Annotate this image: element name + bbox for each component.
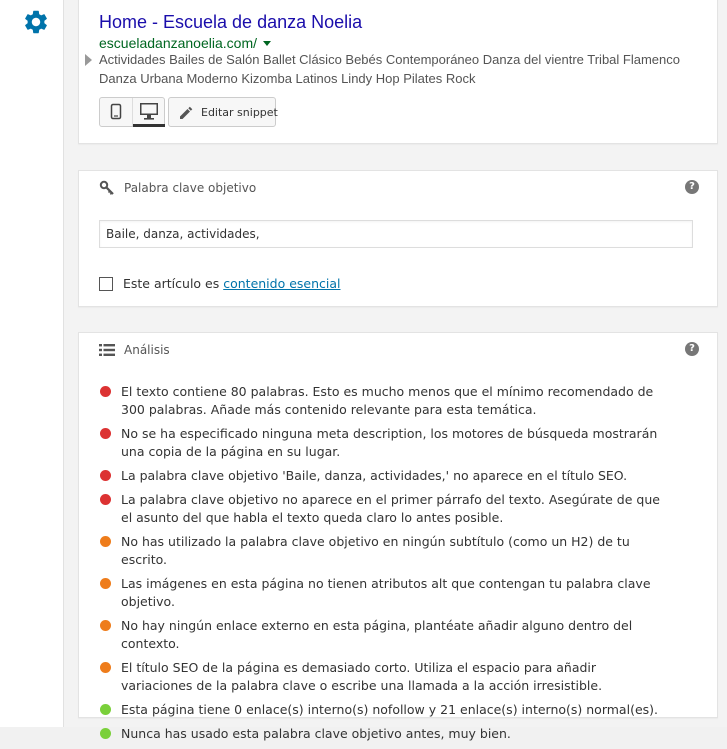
analysis-result-item (99, 701, 669, 719)
key-icon (99, 180, 115, 196)
status-bullet-good (100, 728, 111, 739)
analysis-result-item (99, 617, 669, 653)
focus-keyword-heading: Palabra clave objetivo (124, 181, 257, 195)
analysis-result-item (99, 575, 669, 611)
status-bullet-bad (100, 428, 111, 439)
desktop-icon (133, 98, 165, 126)
status-bullet-ok (100, 620, 111, 631)
focus-keyword-input[interactable]: Baile, danza, actividades, (99, 220, 693, 248)
snippet-title[interactable]: Home - Escuela de danza Noelia (99, 12, 363, 32)
pencil-icon (179, 106, 193, 120)
analysis-result-item (99, 425, 669, 461)
analysis-result-text: Las imágenes en esta página no tienen atributos alt que contengan tu palabra clave objetivo. (121, 576, 651, 609)
desktop-active-indicator (133, 124, 165, 127)
status-bullet-ok (100, 578, 111, 589)
cornerstone-checkbox[interactable] (99, 277, 113, 291)
analysis-result-text: No hay ningún enlace externo en esta página, plantéate añadir alguno dentro del contexto. (121, 618, 633, 651)
analysis-result-item (99, 725, 669, 743)
status-bullet-bad (100, 386, 111, 397)
desktop-preview-button[interactable] (133, 98, 165, 126)
analysis-card (78, 332, 718, 741)
analysis-result-text: El texto contiene 80 palabras. Esto es mucho menos que el mínimo recomendado de 300 palabras. Añade más contenido relevante para esta temática. (121, 384, 654, 417)
cornerstone-link[interactable]: contenido esencial (223, 276, 341, 291)
analysis-result-item (99, 491, 669, 527)
status-bullet-ok (100, 536, 111, 547)
status-bullet-bad (100, 470, 111, 481)
analysis-heading: Análisis (124, 343, 170, 357)
analysis-result-item (99, 659, 669, 695)
analysis-result-text: No se ha especificado ninguna meta description, los motores de búsqueda mostrarán una copia de la página en su lugar. (121, 426, 658, 459)
mobile-preview-button[interactable] (100, 98, 133, 126)
analysis-result-text: La palabra clave objetivo no aparece en el primer párrafo del texto. Asegúrate de que el asunto del que habla el texto queda claro lo antes posible. (121, 492, 660, 525)
snippet-toggle-arrow-icon[interactable] (85, 54, 92, 66)
gear-icon[interactable] (22, 8, 50, 36)
edit-snippet-button[interactable] (168, 97, 276, 127)
analysis-result-text: El título SEO de la página es demasiado corto. Utiliza el espacio para añadir variaciones de la palabra clave o escribe una llamada a la acción irresistible. (121, 660, 603, 693)
focus-keyword-card (78, 170, 718, 307)
snippet-url (99, 35, 271, 51)
snippet-description: Actividades Bailes de Salón Ballet Clásico Bebés Contemporáneo Danza del vientre Tribal Flamenco Danza Urbana Moderno Kizomba Latinos Lindy Hop Pilates Rock (99, 52, 680, 86)
status-bullet-bad (100, 494, 111, 505)
help-icon[interactable]: ? (685, 180, 699, 194)
left-sidebar (0, 0, 64, 727)
device-toggle-group (99, 97, 165, 127)
edit-snippet-label: Editar snippet (201, 106, 278, 119)
analysis-result-text: Nunca has usado esta palabra clave objetivo antes, muy bien. (121, 726, 511, 741)
status-bullet-ok (100, 662, 111, 673)
snippet-url-text: escueladanzanoelia.com/ (99, 35, 257, 51)
cornerstone-label (123, 276, 341, 291)
help-icon[interactable]: ? (685, 342, 699, 356)
snippet-preview-card (78, 0, 718, 144)
url-dropdown-icon (263, 41, 271, 46)
cornerstone-label-text: Este artículo es (123, 276, 224, 291)
analysis-result-text: Esta página tiene 0 enlace(s) interno(s) nofollow y 21 enlace(s) interno(s) normal(es). (121, 702, 658, 717)
list-icon (99, 342, 115, 358)
analysis-result-item (99, 467, 669, 485)
analysis-result-text: La palabra clave objetivo 'Baile, danza, actividades,' no aparece en el título SEO. (121, 468, 628, 483)
analysis-results-list (99, 383, 669, 749)
analysis-result-text: No has utilizado la palabra clave objetivo en ningún subtítulo (como un H2) de tu escrito. (121, 534, 630, 567)
status-bullet-good (100, 704, 111, 715)
analysis-result-item (99, 533, 669, 569)
mobile-icon (100, 98, 132, 126)
analysis-result-item (99, 383, 669, 419)
